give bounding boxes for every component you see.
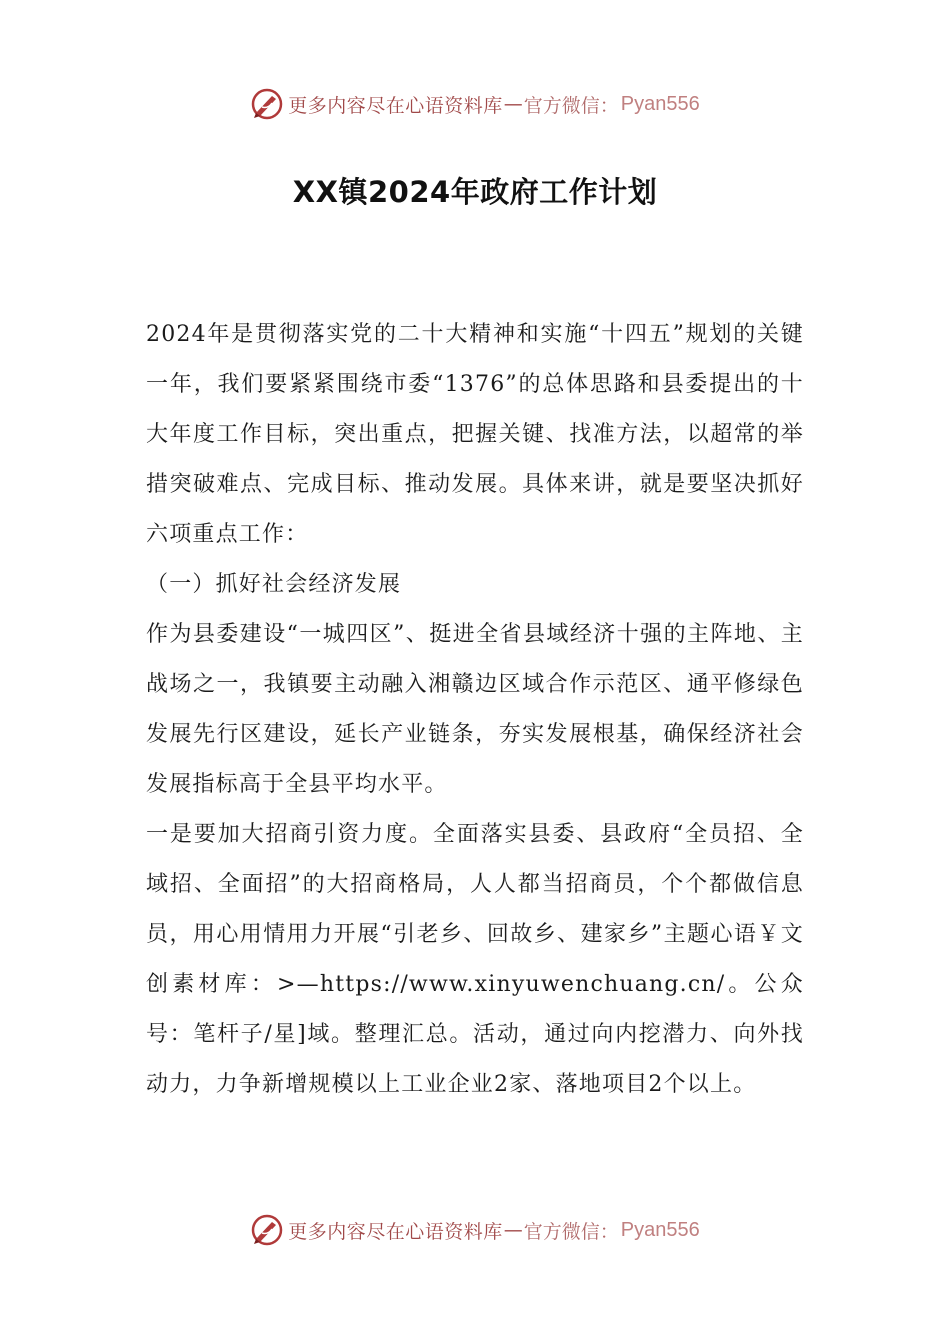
section-heading: （一）抓好社会经济发展 xyxy=(146,572,402,597)
paragraph-investment: 一是要加大招商引资力度。全面落实县委、县政府“全员招、全域招、全面招”的大招商格局，人人都当招商员，个个都做信息员，用心用情用力开展“引老乡、回故乡、建家乡”主题心语￥文创素材库：>—https://www.xinyuwenchuang.cn/。公众号：笔杆子/星]域。整理汇总。活动，通过向内挖潜力、向外找动力，力争新增规模以上工业企业2家、落地项目2个以上。 xyxy=(146,822,804,1097)
watermark-dash: — xyxy=(503,1219,523,1241)
watermark-wechat-label: 官方微信： xyxy=(523,94,619,117)
paragraph-development: 作为县委建设“一城四区”、挺进全省县域经济十强的主阵地、主战场之一，我镇要主动融入湘赣边区域合作示范区、通平修绿色发展先行区建设，延长产业链条，夯实发展根基，确保经济社会发展指标高于全县平均水平。 xyxy=(146,622,804,797)
watermark-banner-bottom xyxy=(0,1208,950,1252)
watermark-wechat-label: 官方微信： xyxy=(523,1220,619,1243)
watermark-wechat-id: Pyan556 xyxy=(620,1218,700,1241)
paragraph-intro: 2024年是贯彻落实党的二十大精神和实施“十四五”规划的关键一年，我们要紧紧围绕市委“1376”的总体思路和县委提出的十大年度工作目标，突出重点，把握关键、找准方法，以超常的举措突破难点、完成目标、推动发展。具体来讲，就是要坚决抓好六项重点工作： xyxy=(146,322,804,547)
document-body xyxy=(146,310,804,1110)
watermark-wechat-id: Pyan556 xyxy=(620,92,700,115)
watermark-text: 更多内容尽在心语资料库 xyxy=(288,94,503,117)
document-title: XX镇2024年政府工作计划 xyxy=(292,175,658,209)
watermark-dash: — xyxy=(503,93,523,115)
watermark-text: 更多内容尽在心语资料库 xyxy=(288,1220,503,1243)
watermark-banner-top xyxy=(0,82,950,126)
pen-logo-icon xyxy=(250,87,284,121)
pen-logo-icon xyxy=(250,1213,284,1247)
